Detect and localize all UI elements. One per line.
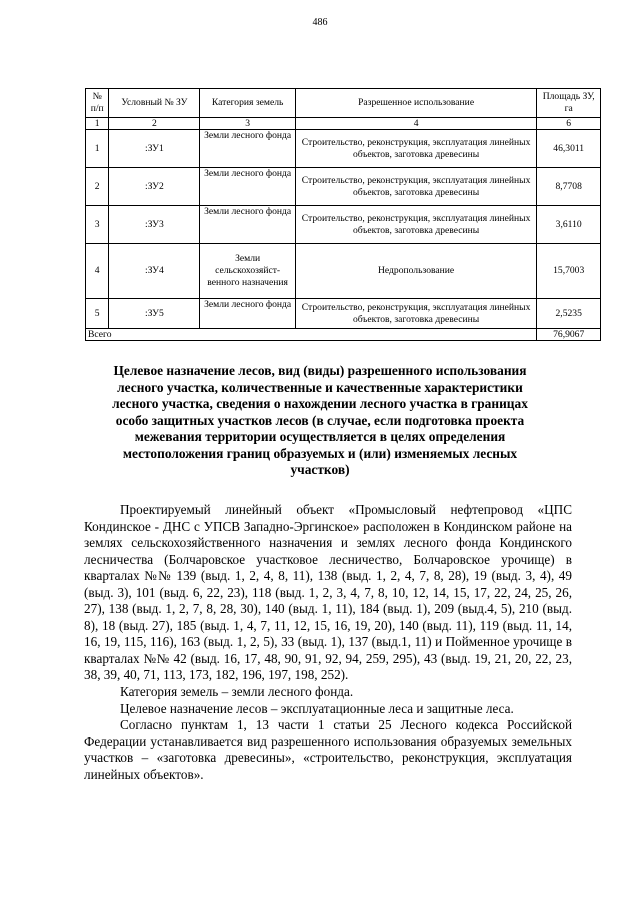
cell-use: Строительство, реконструкция, эксплуатация линейных объектов, заготовка древесины [295, 130, 537, 168]
cell-category: Земли лесного фонда [200, 299, 295, 329]
cell-area: 2,5235 [537, 299, 601, 329]
table-row [86, 130, 601, 168]
table-row [86, 168, 601, 206]
paragraph: Целевое назначение лесов – эксплуатационные леса и защитные леса. [120, 700, 514, 716]
page-number: 486 [312, 17, 328, 28]
table-row [86, 206, 601, 244]
cell-category: Земли сельскохозяйст-венного назначения [200, 244, 295, 299]
cell-area: 3,6110 [537, 206, 601, 244]
cell-num: 3 [86, 206, 109, 244]
total-label: Всего [86, 329, 537, 341]
cell-num: 5 [86, 299, 109, 329]
header-num: № п/п [86, 89, 109, 118]
cell-id: :ЗУ4 [109, 244, 200, 299]
table-column-numbers-row [86, 118, 601, 130]
column-number: 3 [200, 118, 295, 130]
cell-id: :ЗУ2 [109, 168, 200, 206]
cell-use: Строительство, реконструкция, эксплуатация линейных объектов, заготовка древесины [295, 299, 537, 329]
cell-id: :ЗУ5 [109, 299, 200, 329]
cell-num: 1 [86, 130, 109, 168]
paragraph: Категория земель – земли лесного фонда. [120, 684, 354, 700]
total-value: 76,9067 [537, 329, 601, 341]
cell-use: Недропользование [295, 244, 537, 299]
cell-category: Земли лесного фонда [200, 206, 295, 244]
column-number: 1 [86, 118, 109, 130]
cell-area: 15,7003 [537, 244, 601, 299]
body-text [84, 502, 572, 783]
column-number: 6 [537, 118, 601, 130]
column-number: 2 [109, 118, 200, 130]
cell-category: Земли лесного фонда [200, 168, 295, 206]
cell-category: Земли лесного фонда [200, 130, 295, 168]
header-area: Площадь ЗУ, га [537, 89, 601, 118]
cell-id: :ЗУ1 [109, 130, 200, 168]
paragraph: Согласно пунктам 1, 13 части 1 статьи 25 Лесного кодекса Российской Федерации устанавливается вид разрешенного использования образуемых земельных участков – «заготовка древесины», «строительство, реконструкция, эксплуатация линейных объектов». [84, 717, 572, 782]
table-row [86, 299, 601, 329]
land-plots-table [85, 88, 601, 341]
cell-id: :ЗУ3 [109, 206, 200, 244]
cell-area: 46,3011 [537, 130, 601, 168]
cell-num: 2 [86, 168, 109, 206]
cell-use: Строительство, реконструкция, эксплуатация линейных объектов, заготовка древесины [295, 168, 537, 206]
cell-area: 8,7708 [537, 168, 601, 206]
cell-num: 4 [86, 244, 109, 299]
column-number: 4 [295, 118, 537, 130]
paragraph: Проектируемый линейный объект «Промысловый нефтепровод «ЦПС Кондинское - ДНС с УПСВ Западно-Эргинское» расположен в Кондинском районе на землях сельскохозяйственного назначения и землях лесного фонда Кондинского лесничества (Болчаровское участковое лесничество, Болчаровское урочище) в кварталах №№ 139 (выд. 1, 2, 4, 8, 11), 138 (выд. 1, 2, 4, 7, 8, 28), 19 (выд. 3, 4), 49 (выд. 3), 101 (выд. 6, 22, 23), 118 (выд. 1, 2, 3, 4, 7, 8, 10, 12, 14, 15, 17, 22, 24, 25, 26, 27), 138 (выд. 1, 2, 7, 8, 28, 30), 140 (выд. 1, 11), 184 (выд. 1), 209 (выд.4, 5), 210 (выд. 8), 18 (выд. 27), 185 (выд. 1, 4, 7, 11, 12, 15, 16, 19, 20), 140 (выд. 11), 119 (выд. 11, 14, 16, 19, 115, 116), 163 (выд. 1, 2, 5), 33 (выд. 1), 137 (выд.1, 11) и Пойменное урочище в кварталах №№ 42 (выд. 16, 17, 48, 90, 91, 92, 94, 259, 295), 43 (выд. 19, 21, 20, 22, 23, 38, 39, 40, 71, 113, 173, 182, 196, 197, 198, 252). [84, 502, 572, 683]
table-header-row [86, 89, 601, 118]
cell-use: Строительство, реконструкция, эксплуатация линейных объектов, заготовка древесины [295, 206, 537, 244]
table-total-row [86, 329, 601, 341]
header-use: Разрешенное использование [295, 89, 537, 118]
section-heading: Целевое назначение лесов, вид (виды) разрешенного использования лесного участка, количественные и качественные характеристики лесного участка, сведения о нахождении лесного участка в границах особо защитных участков лесов (в случае, если подготовка проекта межевания территории осуществляется в целях определения местоположения границ образуемых и (или) изменяемых лесных участков) [112, 363, 528, 477]
table-row [86, 244, 601, 299]
header-category: Категория земель [200, 89, 295, 118]
header-id: Условный № ЗУ [109, 89, 200, 118]
